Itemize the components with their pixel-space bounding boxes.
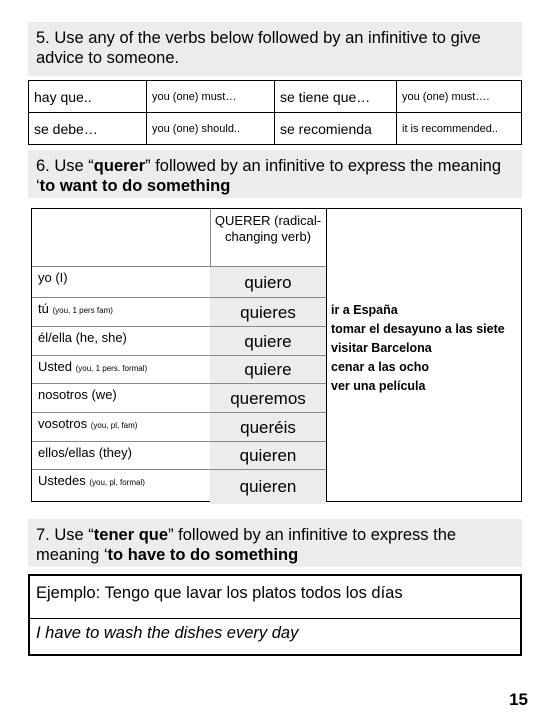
- divider: [30, 618, 520, 619]
- example-infinitive: visitar Barcelona: [331, 341, 432, 355]
- example-infinitive: ver una película: [331, 379, 426, 393]
- querer-conjugation-table: [31, 208, 327, 502]
- pronoun: ellos/ellas (they): [38, 445, 132, 460]
- example-infinitive: cenar a las ocho: [331, 360, 429, 374]
- conjugation-row: [32, 469, 326, 503]
- verb-form: quieres: [210, 298, 326, 327]
- pronoun-label: [38, 387, 117, 402]
- pronoun: vosotros: [38, 416, 88, 431]
- verb-form: quiero: [210, 267, 326, 298]
- section-6-bold-meaning: to want to do something: [39, 177, 231, 195]
- pronoun-label: [38, 301, 113, 316]
- example-spanish: Ejemplo: Tengo que lavar los platos todos los días: [36, 584, 403, 602]
- pronoun: yo (I): [38, 270, 68, 285]
- verb-form: quiere: [210, 327, 326, 356]
- verb-form: quiere: [210, 356, 326, 384]
- section-6-text: ” followed by an infinitive to express the meaning ‘: [36, 157, 502, 195]
- pronoun-note: (you, 1 pers fam): [52, 306, 113, 315]
- section-6-bold-verb: querer: [93, 157, 146, 175]
- pronoun-label: [38, 473, 145, 488]
- example-english: I have to wash the dishes every day: [36, 624, 299, 642]
- querer-header: QUERER (radical-changing verb): [214, 213, 322, 244]
- table-cell: se debe…: [29, 113, 147, 145]
- verb-form: quieren: [210, 470, 326, 504]
- verb-form: queremos: [210, 384, 326, 413]
- infinitive-examples: [327, 208, 522, 502]
- conjugation-row: [32, 266, 326, 297]
- section-6-text: 6. Use “: [36, 157, 94, 175]
- section-5-instruction: [28, 22, 522, 76]
- table-row: [29, 81, 522, 113]
- table-row: [29, 113, 522, 145]
- pronoun-label: [38, 416, 137, 431]
- conjugation-row: [32, 383, 326, 412]
- table-cell: you (one) should..: [147, 113, 275, 145]
- section-7-bold-verb: tener que: [93, 526, 169, 544]
- example-infinitive: tomar el desayuno a las siete: [331, 322, 505, 336]
- advice-verbs-table: [28, 80, 522, 145]
- section-6-instruction: [28, 150, 522, 198]
- section-7-bold-meaning: to have to do something: [107, 546, 299, 564]
- pronoun: Usted: [38, 359, 72, 374]
- section-5-text: 5. Use any of the verbs below followed by an infinitive to give advice to someone.: [36, 29, 481, 67]
- pronoun-note: (you, 1 pers. formal): [75, 364, 148, 373]
- pronoun-note: (you, pl, fam): [90, 421, 138, 430]
- conjugation-row: [32, 441, 326, 469]
- conjugation-row: [32, 355, 326, 383]
- pronoun: tú: [38, 301, 49, 316]
- table-cell: it is recommended..: [397, 113, 522, 145]
- conjugation-row: [32, 412, 326, 441]
- pronoun: Ustedes: [38, 473, 86, 488]
- conjugation-row: [32, 326, 326, 355]
- page-number: 15: [509, 690, 528, 709]
- verb-form: queréis: [210, 413, 326, 442]
- example-box: [28, 574, 522, 656]
- pronoun: nosotros (we): [38, 387, 117, 402]
- table-cell: hay que..: [29, 81, 147, 113]
- table-cell: you (one) must….: [397, 81, 522, 113]
- section-7-text: 7. Use “: [36, 526, 94, 544]
- pronoun-label: [38, 445, 132, 460]
- pronoun-label: [38, 270, 68, 285]
- example-infinitive: ir a España: [331, 303, 398, 317]
- table-cell: se recomienda: [275, 113, 397, 145]
- conjugation-row: [32, 297, 326, 326]
- pronoun-label: [38, 359, 147, 374]
- pronoun-label: [38, 330, 127, 345]
- table-cell: se tiene que…: [275, 81, 397, 113]
- table-cell: you (one) must…: [147, 81, 275, 113]
- pronoun-note: (you, pl, formal): [89, 478, 145, 487]
- verb-form: quieren: [210, 442, 326, 470]
- pronoun: él/ella (he, she): [38, 330, 127, 345]
- section-7-instruction: [28, 519, 522, 567]
- section-7-text: ” followed by an infinitive to express the meaning ‘: [36, 526, 457, 564]
